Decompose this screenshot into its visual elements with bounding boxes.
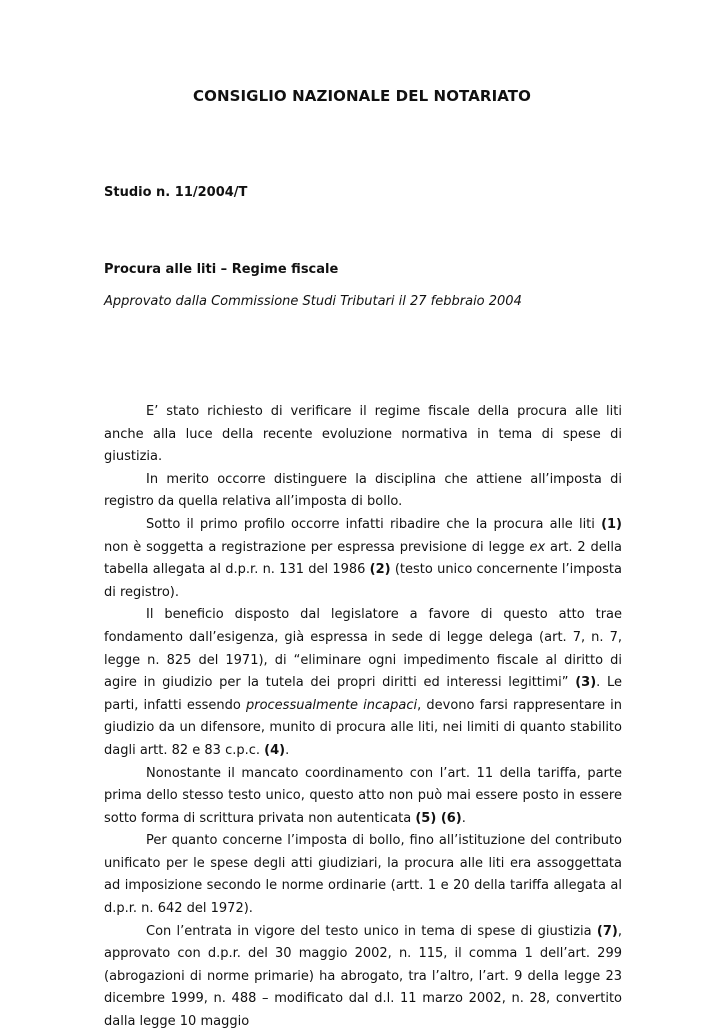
footnote-ref: (5) (6) bbox=[415, 810, 462, 826]
document-body bbox=[104, 401, 622, 1034]
paragraph-text: Per quanto concerne l’imposta di bollo, fino all’istituzione del contributo unificato per le spese degli atti giudiziari, la procura alle liti era assoggettata ad imposizione secondo le norme ordinarie (artt. 1 e 20 della tariffa allegata al d.p.r. n. 642 del 1972). bbox=[104, 833, 622, 917]
footnote-ref: (1) bbox=[601, 516, 622, 532]
paragraph-1 bbox=[104, 401, 622, 469]
paragraph-text: art. 2 della tabella allegata al d.p.r. n. 131 del 1986 bbox=[104, 539, 622, 578]
italic-term: processualmente incapaci bbox=[245, 697, 418, 713]
paragraph-6 bbox=[104, 830, 622, 920]
document-subject: Procura alle liti – Regime fiscale bbox=[104, 262, 339, 277]
study-number: Studio n. 11/2004/T bbox=[104, 185, 248, 200]
paragraph-text: Sotto il primo profilo occorre infatti ribadire che la procura alle liti bbox=[146, 516, 602, 532]
paragraph-2 bbox=[104, 469, 622, 514]
paragraph-text: non è soggetta a registrazione per espressa previsione di legge bbox=[104, 539, 530, 555]
paragraph-text: . bbox=[461, 810, 466, 826]
paragraph-text: Il beneficio disposto dal legislatore a favore di questo atto trae fondamento dall’esigenza, già espressa in sede di legge delega (art. 7, n. 7, legge n. 825 del 1971), di “eliminare ogni impedimento fiscale al diritto di agire in giudizio per la tutela dei propri diritti ed interessi legittimi” bbox=[104, 607, 622, 691]
footnote-ref: (2) bbox=[369, 562, 391, 578]
paragraph-text: E’ stato richiesto di verificare il regime fiscale della procura alle liti anche alla luce della recente evoluzione normativa in tema di spese di giustizia. bbox=[104, 404, 622, 465]
paragraph-5 bbox=[104, 763, 622, 831]
paragraph-text: (testo unico concernente l’imposta di registro). bbox=[104, 562, 622, 600]
paragraph-3 bbox=[104, 514, 622, 604]
paragraph-text: . bbox=[285, 742, 290, 758]
footnote-ref: (3) bbox=[575, 675, 597, 691]
organization-title: CONSIGLIO NAZIONALE DEL NOTARIATO bbox=[192, 87, 531, 105]
paragraph-text: Con l’entrata in vigore del testo unico in tema di spese di giustizia bbox=[146, 923, 597, 939]
paragraph-7 bbox=[104, 921, 622, 1034]
paragraph-text: Nonostante il mancato coordinamento con l’art. 11 della tariffa, parte prima dello stesso testo unico, questo atto non può mai essere posto in essere sotto forma di scrittura privata non autenticata bbox=[104, 765, 622, 826]
approval-note: Approvato dalla Commissione Studi Tributari il 27 febbraio 2004 bbox=[104, 294, 522, 309]
paragraph-text: In merito occorre distinguere la disciplina che attiene all’imposta di registro da quella relativa all’imposta di bollo. bbox=[104, 471, 622, 510]
italic-term: ex bbox=[529, 539, 546, 555]
footnote-ref: (7) bbox=[596, 923, 618, 939]
paragraph-text: , approvato con d.p.r. del 30 maggio 2002, n. 115, il comma 1 dell’art. 299 (abrogazioni di norme primarie) ha abrogato, tra l’altro, l’art. 9 della legge 23 dicembre 1999, n. 488 – modificato dal d.l. 11 marzo 2002, n. 28, convertito dalla legge 10 maggio bbox=[104, 923, 622, 1030]
footnote-ref: (4) bbox=[264, 742, 286, 758]
paragraph-4 bbox=[104, 604, 622, 762]
paragraph-text: , devono farsi rappresentare in giudizio da un difensore, munito di procura alle liti, nei limiti di quanto stabilito dagli artt. 82 e 83 c.p.c. bbox=[104, 697, 622, 758]
paragraph-text: . Le parti, infatti essendo bbox=[104, 675, 623, 713]
